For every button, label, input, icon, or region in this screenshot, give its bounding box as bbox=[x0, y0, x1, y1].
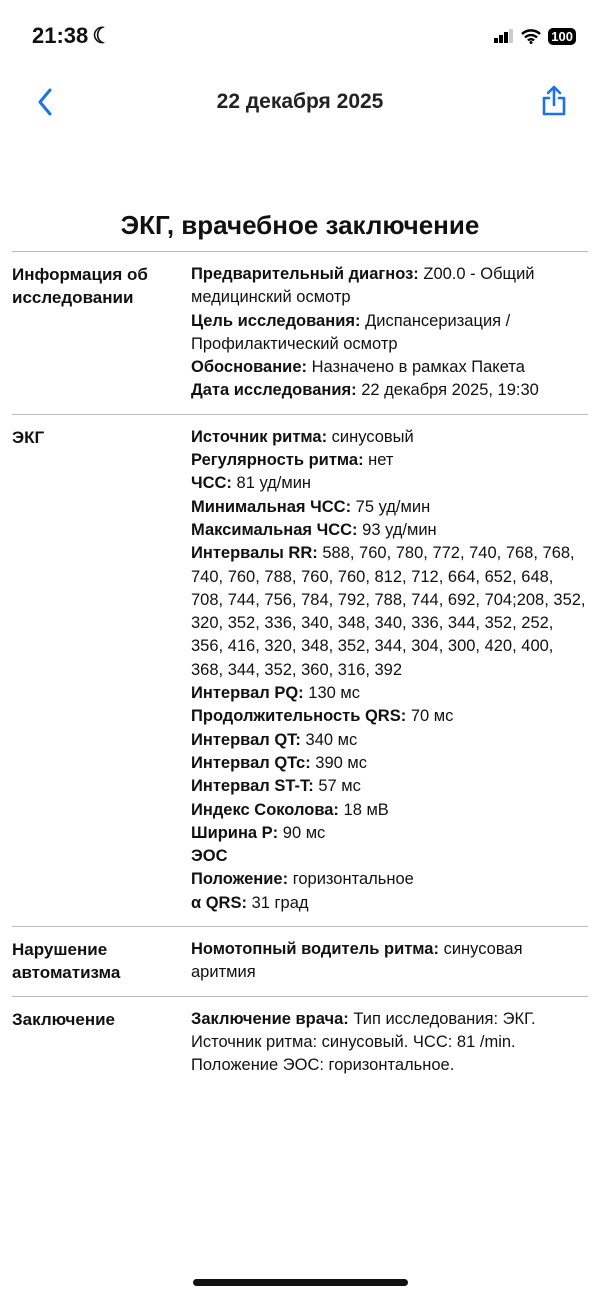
report-section bbox=[12, 415, 588, 927]
field bbox=[191, 472, 588, 495]
field bbox=[191, 775, 588, 798]
field-value: 22 декабря 2025, 19:30 bbox=[361, 381, 539, 400]
section-label: Информация об исследовании bbox=[12, 265, 148, 308]
section-values bbox=[191, 426, 588, 915]
field bbox=[191, 705, 588, 728]
field-value: Z00.0 - Общий медицинский осмотр bbox=[191, 265, 535, 307]
field bbox=[191, 729, 588, 752]
field-value: 390 мс bbox=[315, 753, 368, 772]
moon-icon: ☾ bbox=[92, 23, 113, 48]
field-value: 75 уд/мин bbox=[355, 497, 431, 516]
field-label: α QRS: bbox=[191, 893, 247, 912]
report-section bbox=[12, 997, 588, 1089]
field-label: Продолжительность QRS: bbox=[191, 707, 407, 726]
section-label: Нарушение автоматизма bbox=[12, 940, 121, 983]
field bbox=[191, 822, 588, 845]
field bbox=[191, 449, 588, 472]
field bbox=[191, 752, 588, 775]
field-value: 130 мс bbox=[308, 684, 360, 703]
field-label: Интервал QT: bbox=[191, 730, 301, 749]
status-icons bbox=[494, 28, 576, 45]
field bbox=[191, 263, 588, 310]
field bbox=[191, 379, 588, 402]
field bbox=[191, 519, 588, 542]
report-table bbox=[12, 251, 588, 1089]
status-time-group bbox=[32, 23, 112, 49]
field bbox=[191, 496, 588, 519]
field-value: 18 мВ bbox=[343, 800, 389, 819]
field bbox=[191, 845, 588, 868]
field bbox=[191, 1008, 588, 1078]
field-label: Источник ритма: bbox=[191, 427, 328, 446]
field-value: 93 уд/мин bbox=[362, 520, 437, 539]
field-label: Интервалы RR: bbox=[191, 544, 318, 563]
field-label: Положение: bbox=[191, 870, 289, 889]
field-value: 31 град bbox=[251, 893, 309, 912]
section-values bbox=[191, 263, 588, 403]
field-value: нет bbox=[368, 451, 394, 470]
field-label: Обоснование: bbox=[191, 358, 307, 377]
field-label: ЭОС bbox=[191, 847, 228, 866]
field bbox=[191, 426, 588, 449]
field bbox=[191, 310, 588, 357]
field-value: горизонтальное bbox=[292, 870, 414, 889]
section-label: Заключение bbox=[12, 1009, 115, 1029]
field bbox=[191, 938, 588, 985]
field-label: Интервал QTc: bbox=[191, 753, 311, 772]
report-section bbox=[12, 252, 588, 415]
field-label: ЧСС: bbox=[191, 474, 232, 493]
section-values bbox=[191, 938, 588, 985]
field-value: синусовая аритмия bbox=[191, 940, 523, 982]
report-section bbox=[12, 927, 588, 997]
field-value: 90 мс bbox=[282, 823, 326, 842]
field bbox=[191, 682, 588, 705]
field-label: Цель исследования: bbox=[191, 311, 361, 330]
section-values bbox=[191, 1008, 588, 1078]
field-value: Тип исследования: ЭКГ. Источник ритма: синусовый. ЧСС: 81 /min. Положение ЭОС: горизонтальное. bbox=[191, 1009, 536, 1075]
status-bar bbox=[32, 22, 576, 50]
clock: 21:38 bbox=[32, 23, 89, 48]
field-label: Предварительный диагноз: bbox=[191, 265, 419, 283]
nav-title: 22 декабря 2025 bbox=[216, 90, 384, 113]
field-label: Дата исследования: bbox=[191, 381, 357, 400]
field-value: 81 уд/мин bbox=[236, 474, 312, 493]
field-label: Индекс Соколова: bbox=[191, 800, 339, 819]
field-label: Регулярность ритма: bbox=[191, 451, 364, 470]
field-label: Ширина P: bbox=[191, 823, 279, 842]
field bbox=[191, 799, 588, 822]
field-value: 588, 760, 780, 772, 740, 768, 768, 740, 760, 788, 760, 760, 812, 712, 664, 652, 648, 708, 744, 756, 784, 792, 788, 744, 692, 704;208, 352, 320, 352, 336, 340, 348, 340, 336, 344, 352, 252, 356, 416, 320, 348, 352, 344, 304, 300, 420, 400, 368, 344, 352, 360, 316, 392 bbox=[191, 544, 586, 679]
share-icon[interactable] bbox=[540, 84, 568, 118]
field-label: Минимальная ЧСС: bbox=[191, 497, 352, 516]
field-value: Диспансеризация / Профилактический осмотр bbox=[191, 311, 511, 353]
field-label: Интервал PQ: bbox=[191, 684, 304, 703]
field-value: 57 мс bbox=[318, 777, 361, 796]
field-value: Назначено в рамках Пакета bbox=[311, 358, 525, 377]
page-title: ЭКГ, врачебное заключение bbox=[120, 210, 480, 240]
field bbox=[191, 892, 588, 915]
section-label: ЭКГ bbox=[12, 427, 45, 447]
field bbox=[191, 542, 588, 682]
field-value: 340 мс bbox=[305, 730, 358, 749]
wifi-icon bbox=[521, 29, 541, 44]
field bbox=[191, 868, 588, 891]
field-value: 70 мс bbox=[410, 707, 454, 726]
field-value: синусовый bbox=[331, 427, 414, 446]
battery-icon: 100 bbox=[548, 28, 576, 45]
field-label: Максимальная ЧСС: bbox=[191, 520, 358, 539]
nav-bar bbox=[0, 84, 600, 120]
field-label: Интервал ST-T: bbox=[191, 777, 314, 796]
field-label: Заключение врача: bbox=[191, 1009, 349, 1028]
home-indicator[interactable] bbox=[193, 1279, 408, 1286]
field bbox=[191, 356, 588, 379]
signal-icon bbox=[494, 29, 514, 43]
field-label: Номотопный водитель ритма: bbox=[191, 940, 439, 959]
